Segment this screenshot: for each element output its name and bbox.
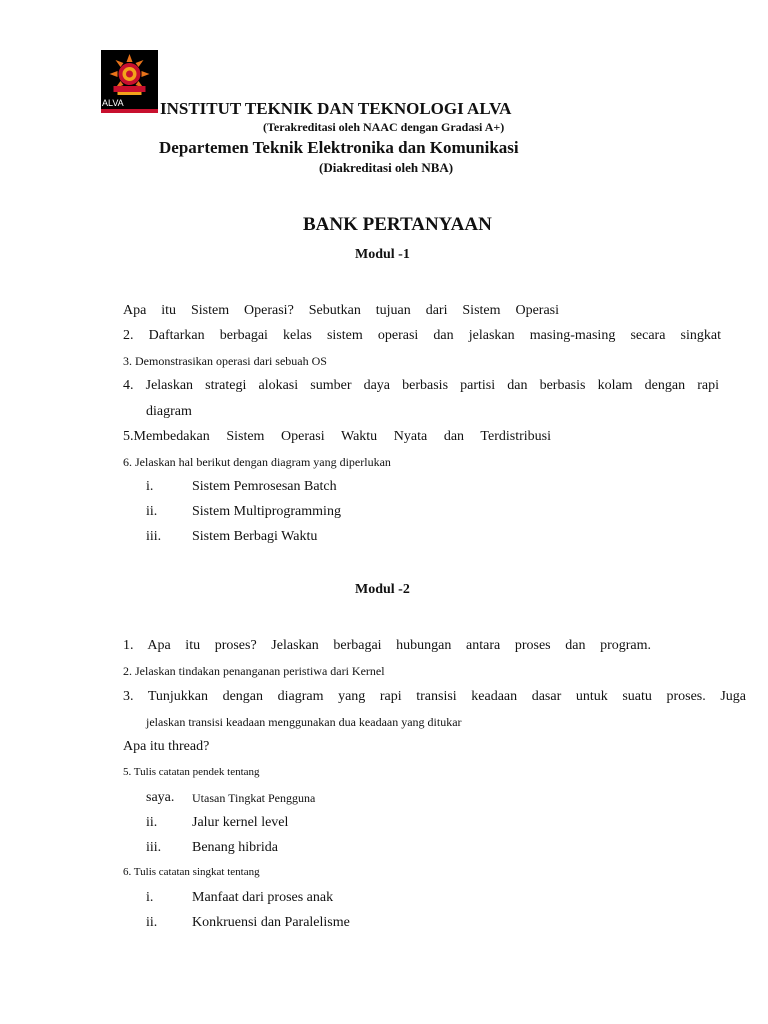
m2-q6-item-2-text: Konkruensi dan Paralelisme xyxy=(192,915,350,930)
department-accreditation: (Diakreditasi oleh NBA) xyxy=(319,160,454,175)
m2-question-3-cont: jelaskan transisi keadaan menggunakan dua keadaan yang ditukar xyxy=(146,715,462,729)
m2-question-2: 2. Jelaskan tindakan penanganan peristiwa dari Kernel xyxy=(123,664,385,678)
logo-text: ALVA xyxy=(102,98,124,108)
m2-q6-item-1-text: Manfaat dari proses anak xyxy=(192,890,334,905)
m2-question-3: 3. Tunjukkan dengan diagram yang rapi transisi keadaan dasar untuk suatu proses. Juga xyxy=(123,689,746,704)
m1-question-5: 5.Membedakan Sistem Operasi Waktu Nyata dan Terdistribusi xyxy=(123,429,551,444)
institute-logo xyxy=(101,50,158,113)
m1-question-6: 6. Jelaskan hal berikut dengan diagram yang diperlukan xyxy=(123,455,391,469)
m2-question-4: Apa itu thread? xyxy=(123,739,210,754)
institute-title: INSTITUT TEKNIK DAN TEKNOLOGI ALVA xyxy=(160,99,512,118)
m1-q6-item-3-num: iii. xyxy=(146,529,162,544)
modul-2-heading: Modul -2 xyxy=(355,582,410,597)
m1-q6-item-3-text: Sistem Berbagi Waktu xyxy=(192,529,318,544)
m2-question-5: 5. Tulis catatan pendek tentang xyxy=(123,766,260,778)
m2-q5-item-2-text: Jalur kernel level xyxy=(192,815,289,830)
m1-question-4-cont: diagram xyxy=(146,404,192,419)
m1-q6-item-1-text: Sistem Pemrosesan Batch xyxy=(192,479,337,494)
m1-question-4: 4. Jelaskan strategi alokasi sumber daya berbasis partisi dan berbasis kolam dengan rapi xyxy=(123,378,719,393)
modul-1-heading: Modul -1 xyxy=(355,247,410,262)
logo-bar xyxy=(101,109,158,113)
m1-question-3: 3. Demonstrasikan operasi dari sebuah OS xyxy=(123,354,327,368)
m1-q6-item-2-num: ii. xyxy=(146,504,158,519)
m1-q6-item-2-text: Sistem Multiprogramming xyxy=(192,504,341,519)
m1-question-1: Apa itu Sistem Operasi? Sebutkan tujuan dari Sistem Operasi xyxy=(123,303,559,318)
m2-q5-item-3-num: iii. xyxy=(146,840,162,855)
m2-question-6: 6. Tulis catatan singkat tentang xyxy=(123,866,260,878)
m2-q5-item-3-text: Benang hibrida xyxy=(192,840,278,855)
m2-q6-item-1-num: i. xyxy=(146,890,154,905)
m2-question-1: 1. Apa itu proses? Jelaskan berbagai hubungan antara proses dan program. xyxy=(123,638,651,653)
page-title: BANK PERTANYAAN xyxy=(303,214,492,235)
logo-emblem-icon xyxy=(101,50,158,98)
m2-q5-item-1-num: saya. xyxy=(146,790,175,805)
m1-q6-item-1-num: i. xyxy=(146,479,154,494)
m2-q5-item-1-text: Utasan Tingkat Pengguna xyxy=(192,791,316,805)
m2-q6-item-2-num: ii. xyxy=(146,915,158,930)
institute-accreditation: (Terakreditasi oleh NAAC dengan Gradasi A+) xyxy=(263,120,505,134)
m2-q5-item-2-num: ii. xyxy=(146,815,158,830)
department-title: Departemen Teknik Elektronika dan Komunikasi xyxy=(159,138,519,157)
m1-question-2: 2. Daftarkan berbagai kelas sistem operasi dan jelaskan masing-masing secara singkat xyxy=(123,328,721,343)
